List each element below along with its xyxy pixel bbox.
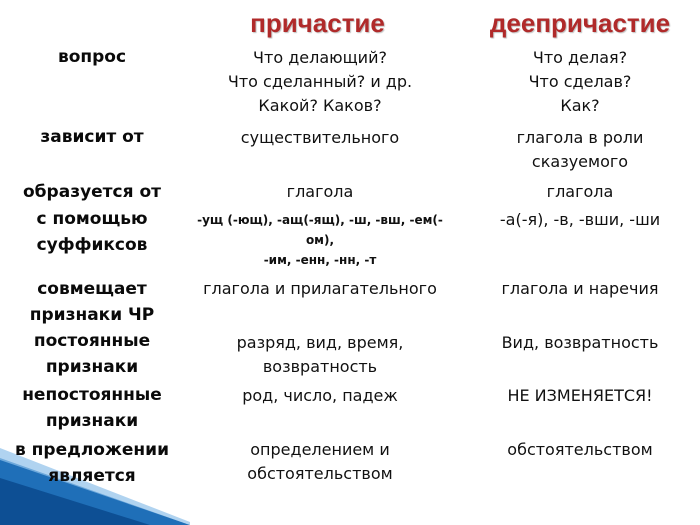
participle-constant-features: разряд, вид, время, возвратность <box>236 333 404 376</box>
header-participle: причастие <box>250 8 385 38</box>
participle-sentence-role: определением и обстоятельством <box>247 440 393 483</box>
gerund-question: Что делая? Что сделав? Как? <box>528 48 632 115</box>
row-label-suffixes: с помощью суффиксов <box>36 209 148 255</box>
header-gerund: деепричастие <box>489 8 671 38</box>
gerund-combines-features: глагола и наречия <box>501 279 659 298</box>
gerund-variable-features: НЕ ИЗМЕНЯЕТСЯ! <box>507 386 653 405</box>
participle-suffixes: -ущ (-ющ), -ащ(-ящ), -ш, -вш, -ем(- ом), -им, -енн, -нн, -т <box>197 213 443 267</box>
gerund-sentence-role: обстоятельством <box>507 440 653 459</box>
row-label-sentence-role: в предложении является <box>15 440 169 486</box>
gerund-depends-on: глагола в роли сказуемого <box>516 128 644 171</box>
row-label-combines-features: совмещает признаки ЧР <box>29 279 155 325</box>
row-label-formed-from: образуется от <box>23 182 161 202</box>
gerund-constant-features: Вид, возвратность <box>501 333 659 352</box>
row-label-depends-on: зависит от <box>40 127 144 147</box>
participle-question: Что делающий? Что сделанный? и др. Какой? Каков? <box>227 48 413 115</box>
row-label-constant-features: постоянные признаки <box>33 331 151 377</box>
gerund-formed-from: глагола <box>546 182 614 201</box>
gerund-suffixes: -а(-я), -в, -вши, -ши <box>499 210 661 229</box>
participle-formed-from: глагола <box>286 182 354 201</box>
participle-depends-on: существительного <box>240 128 400 147</box>
participle-variable-features: род, число, падеж <box>242 386 398 405</box>
row-label-variable-features: непостоянные признаки <box>22 385 162 431</box>
row-label-question: вопрос <box>57 47 127 67</box>
participle-combines-features: глагола и прилагательного <box>203 279 437 298</box>
